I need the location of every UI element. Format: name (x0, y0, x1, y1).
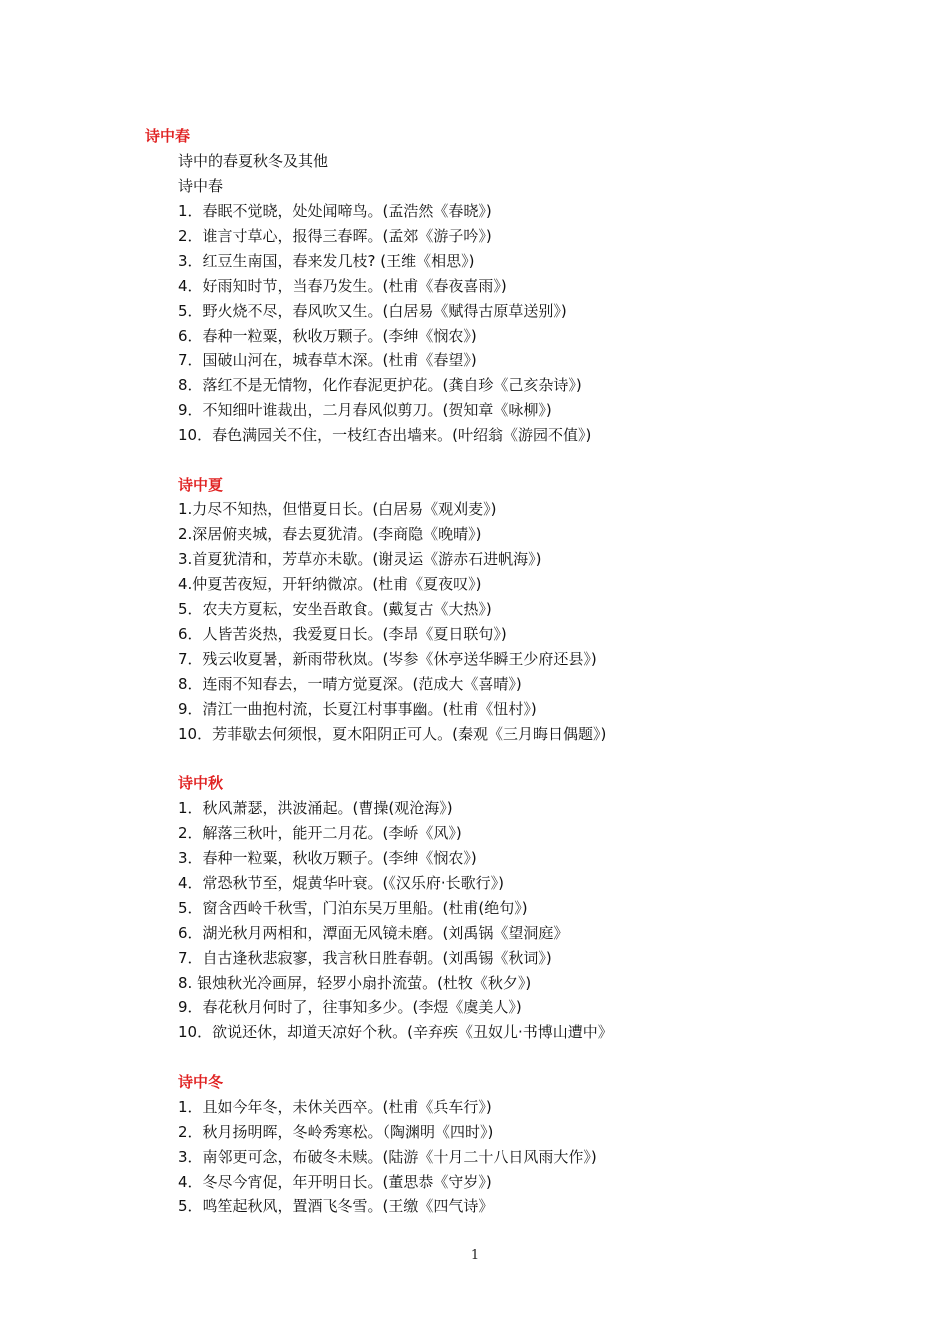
list-item: 1.力尽不知热，但惜夏日长。(白居易《观刈麦》) (178, 500, 497, 518)
list-item: 2.深居俯夹城，春去夏犹清。(李商隐《晚晴》) (178, 525, 482, 543)
spring-heading: 诗中春 (178, 177, 224, 195)
list-item: 2．解落三秋叶，能开二月花。(李峤《风》) (178, 824, 462, 842)
list-item: 9．春花秋月何时了，往事知多少。(李煜《虞美人》) (178, 998, 522, 1016)
list-item: 7．残云收夏暑，新雨带秋岚。(岑参《休亭送华瞬王少府还县》) (178, 650, 597, 668)
list-item: 6．人皆苦炎热，我爱夏日长。(李昂《夏日联句》) (178, 625, 507, 643)
list-item: 8．落红不是无情物，化作春泥更护花。(龚自珍《己亥杂诗》) (178, 376, 582, 394)
list-item: 5．鸣笙起秋风，置酒飞冬雪。(王缴《四气诗》 (178, 1197, 494, 1215)
list-item: 2．谁言寸草心，报得三春晖。(孟郊《游子吟》) (178, 227, 492, 245)
list-item: 8．连雨不知春去，一晴方觉夏深。(范成大《喜晴》) (178, 675, 522, 693)
list-item: 10．芳菲歇去何须恨，夏木阳阴正可人。(秦观《三月晦日偶题》) (178, 725, 607, 743)
summer-heading: 诗中夏 (178, 476, 224, 494)
list-item: 4．常恐秋节至，焜黄华叶衰。(《汉乐府·长歌行》) (178, 874, 505, 892)
list-item: 2．秋月扬明晖，冬岭秀寒松。（陶渊明《四时》) (178, 1123, 494, 1141)
list-item: 1．秋风萧瑟，洪波涌起。(曹操(观沧海》) (178, 799, 453, 817)
list-item: 5．农夫方夏耘，安坐吾敢食。(戴复古《大热》) (178, 600, 492, 618)
list-item: 6．湖光秋月两相和，潭面无风镜未磨。(刘禹锅《望洞庭》 (178, 924, 569, 942)
list-item: 1．春眠不觉晓，处处闻啼鸟。(孟浩然《春晓》) (178, 202, 492, 220)
list-item: 3.首夏犹清和，芳草亦未歇。(谢灵运《游赤石进帆海》) (178, 550, 542, 568)
winter-heading: 诗中冬 (178, 1073, 224, 1091)
list-item: 4．好雨知时节，当春乃发生。(杜甫《春夜喜雨》) (178, 277, 507, 295)
list-item: 10．春色满园关不住，一枝红杏出墙来。(叶绍翁《游园不值》) (178, 426, 592, 444)
list-item: 7．自古逢秋悲寂寥，我言秋日胜春朝。(刘禹锡《秋词》) (178, 949, 552, 967)
list-item: 6．春种一粒粟，秋收万颗子。(李绅《悯农》) (178, 327, 477, 345)
list-item: 9．不知细叶谁裁出，二月春风似剪刀。(贺知章《咏柳》) (178, 401, 552, 419)
list-item: 5．野火烧不尽，春风吹又生。(白居易《赋得古原草送别》) (178, 302, 567, 320)
list-item: 4．冬尽今宵促，年开明日长。(董思恭《守岁》) (178, 1173, 492, 1191)
list-item: 3．红豆生南国，春来发几枝? (王维《相思》) (178, 252, 475, 270)
autumn-heading: 诗中秋 (178, 774, 224, 792)
list-item: 3．南邻更可念，布破冬未赎。(陆游《十月二十八日风雨大作》) (178, 1148, 597, 1166)
list-item: 1．且如今年冬，未休关西卒。(杜甫《兵车行》) (178, 1098, 492, 1116)
intro-line: 诗中的春夏秋冬及其他 (178, 152, 329, 170)
list-item: 10．欲说还休，却道天凉好个秋。(辛弃疾《丑奴儿·书博山遭中》 (178, 1023, 613, 1041)
list-item: 9．清江一曲抱村流，长夏江村事事幽。(杜甫《忸村》) (178, 700, 537, 718)
list-item: 5．窗含西岭千秋雪，门泊东吴万里船。(杜甫(绝句》) (178, 899, 528, 917)
list-item: 4.仲夏苦夜短，开轩纳微凉。(杜甫《夏夜叹》) (178, 575, 482, 593)
list-item: 3．春种一粒粟，秋收万颗子。(李绅《悯农》) (178, 849, 477, 867)
list-item: 8. 银烛秋光冷画屏，轻罗小扇扑流萤。(杜牧《秋夕》) (178, 974, 532, 992)
list-item: 7．国破山河在，城春草木深。(杜甫《春望》) (178, 351, 477, 369)
page-number: 1 (470, 1248, 480, 1263)
page-title: 诗中春 (145, 127, 191, 145)
